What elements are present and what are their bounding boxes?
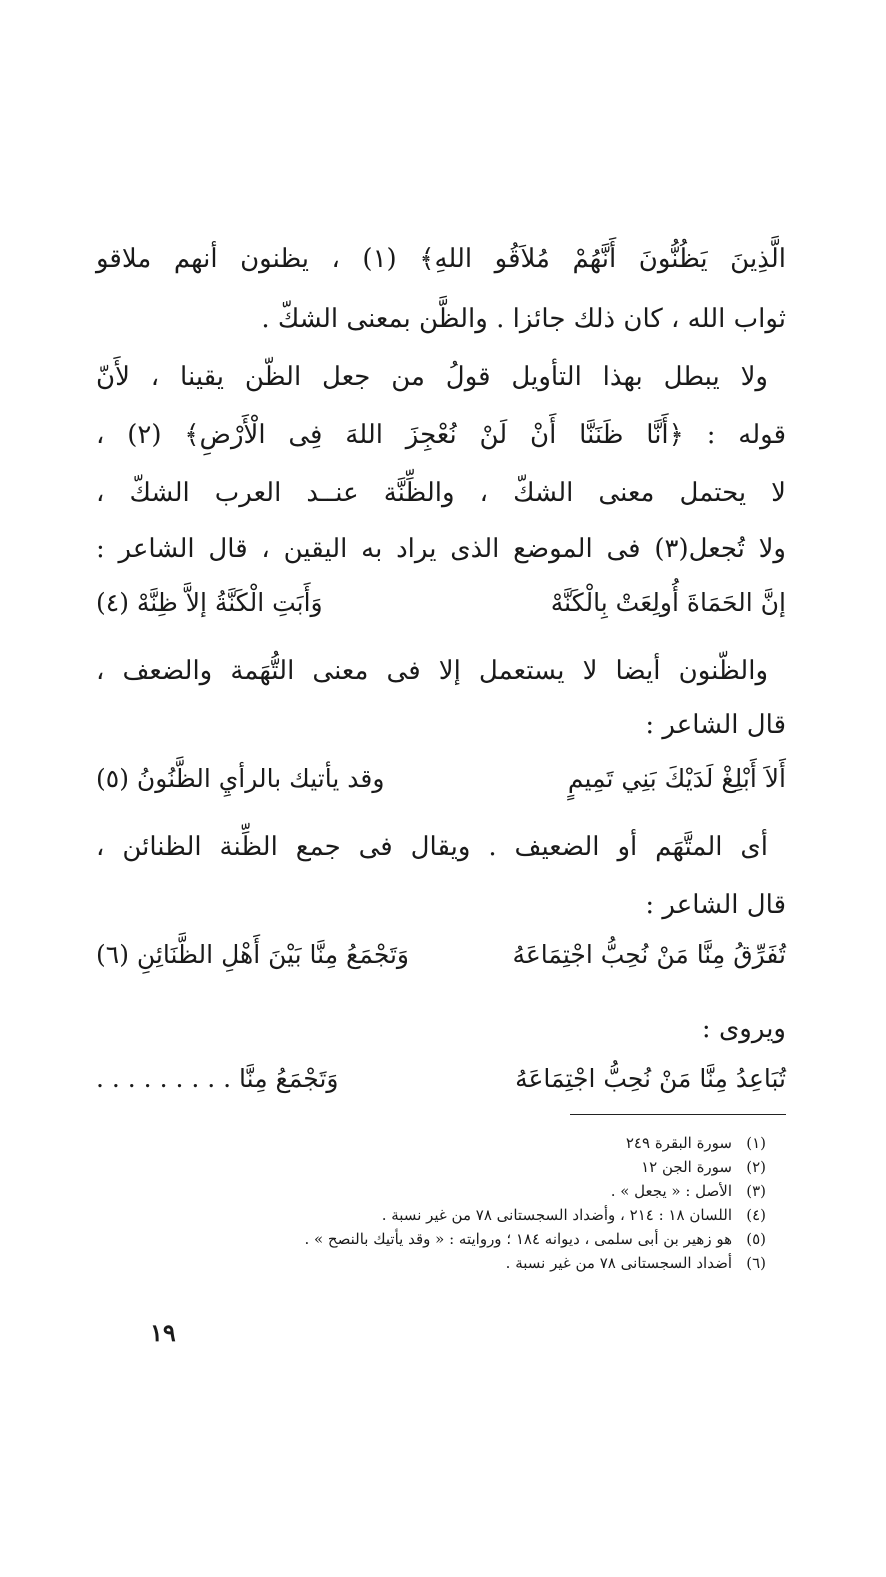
text-line: ولا تُجعل(٣) فى الموضع الذى يراد به اليقين ، قال الشاعر :	[96, 534, 786, 564]
footnote-number: (٤)	[746, 1206, 766, 1224]
footnote-text: اللسان ١٨ : ٢١٤ ، وأضداد السجستانى ٧٨ من غير نسبة .	[381, 1206, 732, 1224]
footnote	[382, 1206, 766, 1224]
verse-second-hemistich: وقد يأتيك بالرأيِ الظَّنُونُ (٥)	[96, 764, 385, 793]
text-line: قال الشاعر :	[645, 710, 786, 740]
footnote	[641, 1158, 766, 1176]
footnote-number: (١)	[746, 1134, 766, 1152]
footnote-number: (٥)	[746, 1230, 766, 1248]
footnote	[304, 1230, 766, 1248]
footnote	[611, 1182, 766, 1200]
text-line: ويروى :	[701, 1014, 786, 1044]
verse-first-hemistich: تُبَاعِدُ مِنَّا مَنْ نُحِبُّ اجْتِمَاعَهُ	[515, 1064, 786, 1093]
footnote-number: (٦)	[746, 1254, 766, 1272]
text-line: والظّنون أيضا لا يستعمل إلا فى معنى التُّهَمة والضعف ،	[96, 656, 768, 686]
verse-second-hemistich: وَتَجْمَعُ مِنَّا بَيْنَ أَهْلِ الظَّنَائِنِ (٦)	[96, 940, 409, 969]
verse-second-hemistich: وَأَبَتِ الْكَنَّةُ إلاَّ ظِنَّهْ (٤)	[96, 588, 323, 617]
poem-verse	[96, 588, 786, 618]
text-line: أى المتَّهَم أو الضعيف . ويقال فى جمع الظِّنة الظنائن ،	[96, 832, 768, 862]
text-line: ولا يبطل بهذا التأويل قولُ من جعل الظّن يقينا ، لأَنّ	[96, 362, 768, 392]
footnote-text: أضداد السجستانى ٧٨ من غير نسبة .	[505, 1254, 732, 1272]
verse-second-hemistich: وَتَجْمَعُ مِنَّا . . . . . . . . .	[96, 1064, 339, 1093]
footnote	[506, 1254, 766, 1272]
page-number: ١٩	[150, 1318, 176, 1347]
poem-verse	[96, 1064, 786, 1094]
footnote-text: سورة البقرة ٢٤٩	[625, 1134, 732, 1152]
footnote	[626, 1134, 766, 1152]
footnote-text: هو زهير بن أبى سلمى ، ديوانه ١٨٤ ؛ وروايته : « وقد يأتيك بالنصح » .	[304, 1230, 732, 1248]
text-line: الَّذِينَ يَظُنُّونَ أَنَّهُمْ مُلاَقُو اللهِ﴾ (١) ، يظنون أنهم ملاقو	[96, 244, 786, 274]
footnote-separator	[570, 1114, 786, 1115]
text-line: لا يحتمل معنى الشكّ ، والظِّنَّة عنــد العرب الشكّ ،	[96, 478, 786, 508]
verse-first-hemistich: أَلاَ أَبْلِغْ لَدَيْكَ بَنِي تَمِيمٍ	[567, 764, 786, 793]
poem-verse	[96, 940, 786, 970]
footnote-number: (٢)	[746, 1158, 766, 1176]
text-line: قوله : ﴿أَنَّا ظَنَنَّا أَنْ لَنْ نُعْجِزَ اللهَ فِى الْأَرْضِ﴾ (٢) ،	[96, 420, 786, 450]
verse-first-hemistich: إنَّ الحَمَاةَ أُولِعَتْ بِالْكَنَّهْ	[550, 588, 786, 617]
poem-verse	[96, 764, 786, 794]
text-line: قال الشاعر :	[645, 890, 786, 920]
verse-first-hemistich: تُفَرِّقُ مِنَّا مَنْ نُحِبُّ اجْتِمَاعَهُ	[512, 940, 786, 969]
text-line: ثواب الله ، كان ذلك جائزا . والظَّن بمعنى الشكّ .	[261, 304, 786, 334]
footnote-text: سورة الجن ١٢	[641, 1158, 732, 1176]
footnote-text: الأصل : « يجعل » .	[610, 1182, 732, 1200]
footnote-number: (٣)	[746, 1182, 766, 1200]
